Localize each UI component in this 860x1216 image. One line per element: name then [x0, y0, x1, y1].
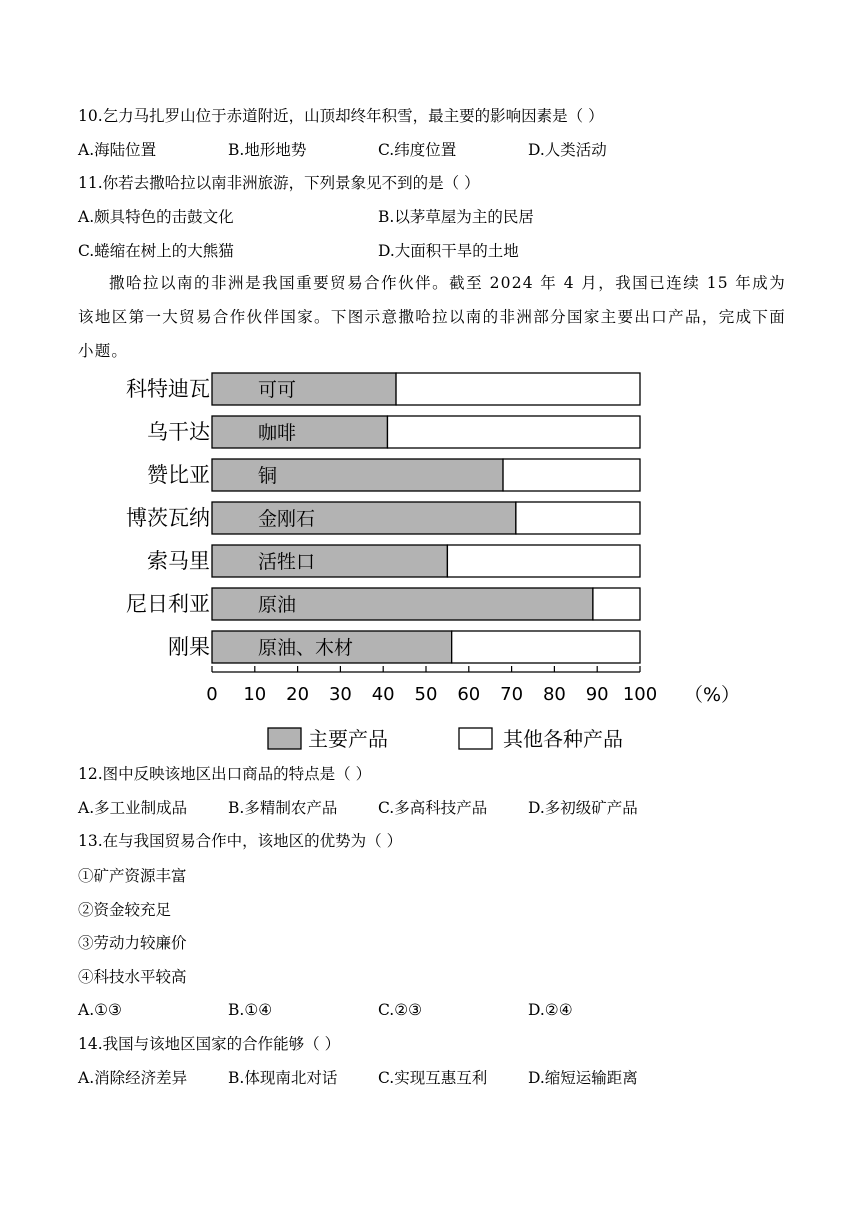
- bar-other-products: [396, 373, 640, 405]
- product-label: 铜: [258, 465, 278, 487]
- q11-option-d: D.大面积干旱的土地: [378, 242, 519, 260]
- q10-option-a: A.海陆位置: [78, 141, 157, 159]
- q11-stem: 11.你若去撒哈拉以南非洲旅游，下列景象见不到的是（ ）: [78, 174, 480, 192]
- product-label: 原油、木材: [258, 637, 354, 659]
- q14-option-d: D.缩短运输距离: [528, 1069, 638, 1087]
- bar-main-product: [212, 459, 503, 491]
- x-tick-label: 0: [206, 684, 218, 705]
- category-label: 索马里: [147, 549, 210, 573]
- x-tick-label: 90: [585, 684, 609, 705]
- x-tick-label: 100: [622, 684, 658, 705]
- category-label: 刚果: [168, 635, 210, 659]
- legend-swatch-main: [268, 728, 301, 749]
- q10-option-d: D.人类活动: [528, 141, 607, 159]
- x-tick-label: 70: [500, 684, 524, 705]
- product-label: 可可: [258, 379, 297, 401]
- product-label: 金刚石: [258, 508, 316, 530]
- category-label: 尼日利亚: [126, 592, 210, 616]
- q14-stem: 14.我国与该地区国家的合作能够（ ）: [78, 1035, 341, 1053]
- x-tick-label: 80: [542, 684, 566, 705]
- q13-stem: 13.在与我国贸易合作中，该地区的优势为（ ）: [78, 832, 403, 850]
- q10-stem: 10.乞力马扎罗山位于赤道附近，山顶却终年积雪，最主要的影响因素是（ ）: [78, 107, 604, 125]
- legend-swatch-other: [459, 728, 492, 749]
- bar-main-product: [212, 373, 396, 405]
- x-tick-label: 60: [457, 684, 481, 705]
- q14-option-a: A.消除经济差异: [78, 1069, 188, 1087]
- x-tick-label: 40: [371, 684, 395, 705]
- x-tick-label: 10: [243, 684, 267, 705]
- product-label: 原油: [258, 594, 297, 616]
- category-label: 乌干达: [147, 420, 210, 444]
- bar-main-product: [212, 545, 447, 577]
- q12-option-d: D.多初级矿产品: [528, 799, 638, 817]
- q12-option-c: C.多高科技产品: [378, 799, 488, 817]
- category-label: 赞比亚: [147, 463, 210, 487]
- bar-other-products: [516, 502, 640, 534]
- q13-item-1: ①矿产资源丰富: [78, 867, 187, 885]
- q11-option-b: B.以茅草屋为主的民居: [378, 208, 534, 226]
- q14-option-c: C.实现互惠互利: [378, 1069, 488, 1087]
- chart-legend: [268, 727, 623, 751]
- q13-item-2: ②资金较充足: [78, 901, 172, 919]
- q13-option-a: A.①③: [78, 1001, 122, 1019]
- x-tick-label: 30: [328, 684, 352, 705]
- bar-other-products: [503, 459, 640, 491]
- q13-option-c: C.②③: [378, 1001, 423, 1019]
- x-tick-label: 20: [286, 684, 310, 705]
- category-label: 科特迪瓦: [126, 377, 210, 401]
- bar-other-products: [387, 416, 640, 448]
- q12-option-b: B.多精制农产品: [228, 799, 338, 817]
- q11-option-c: C.蜷缩在树上的大熊猫: [78, 242, 234, 260]
- bar-other-products: [447, 545, 640, 577]
- category-label: 博茨瓦纳: [126, 506, 210, 530]
- q13-option-d: D.②④: [528, 1001, 573, 1019]
- q10-option-b: B.地形地势: [228, 141, 307, 159]
- product-label: 活牲口: [258, 551, 316, 573]
- legend-label-other: 其他各种产品: [503, 727, 623, 751]
- q13-item-4: ④科技水平较高: [78, 968, 187, 986]
- q13-item-3: ③劳动力较廉价: [78, 934, 187, 952]
- x-tick-label: 50: [414, 684, 438, 705]
- bar-main-product: [212, 416, 387, 448]
- product-label: 咖啡: [258, 422, 297, 444]
- q11-option-a: A.颇具特色的击鼓文化: [78, 208, 234, 226]
- chart-category-labels: [126, 377, 210, 659]
- bar-other-products: [452, 631, 640, 663]
- q13-option-b: B.①④: [228, 1001, 273, 1019]
- bar-other-products: [593, 588, 640, 620]
- x-axis-unit: （%）: [684, 684, 740, 706]
- q12-stem: 12.图中反映该地区出口商品的特点是（ ）: [78, 765, 372, 783]
- legend-label-main: 主要产品: [308, 727, 388, 751]
- q14-option-b: B.体现南北对话: [228, 1069, 338, 1087]
- q10-option-c: C.纬度位置: [378, 141, 457, 159]
- q12-option-a: A.多工业制成品: [78, 799, 188, 817]
- export-products-chart: [100, 362, 740, 762]
- reading-passage: 撒哈拉以南的非洲是我国重要贸易合作伙伴。截至 2024 年 4 月，我国已连续 15 年成为该地区第一大贸易合作伙伴国家。下图示意撒哈拉以南的非洲部分国家主要出口产品，完成下面小题。: [78, 274, 786, 360]
